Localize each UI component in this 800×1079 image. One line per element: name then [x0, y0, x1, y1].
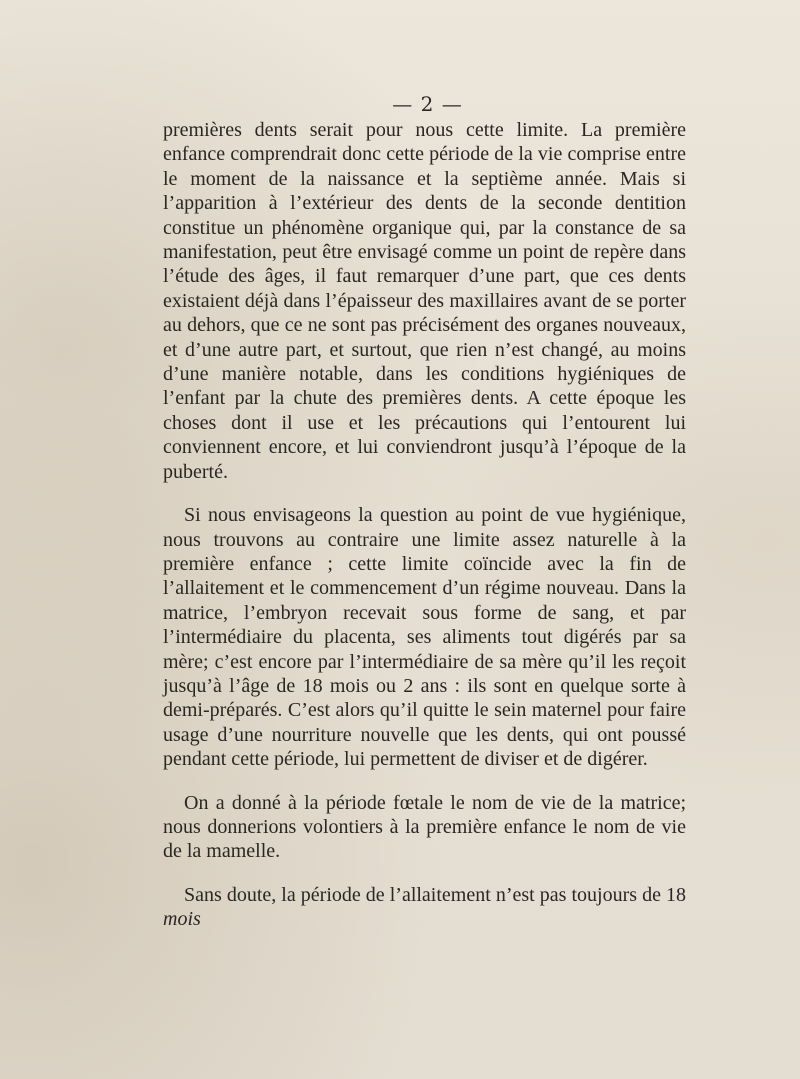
paragraph-1: premières dents serait pour nous cette limite. La première enfance comprendrait donc cette période de la vie comprise entre le moment de la naissance et la septième année. Mais si l’apparition à l’extérieur des dents de la seconde dentition constitue un phénomène organique qui, par la constance de sa manifestation, peut être envisagé comme un point de repère dans l’étude des âges, il faut remarquer d’une part, que ces dents existaient déjà dans l’épaisseur des maxillaires avant de se porter au dehors, que ce ne sont pas précisément des organes nouveaux, et d’une autre part, et surtout, que rien n’est changé, au moins d’une manière notable, dans les conditions hygiéniques de l’enfant par la chute des premières dents. A cette époque les choses dont il use et les précautions qui l’entourent lui conviennent encore, et lui conviendront jusqu’à l’époque de la puberté. — [163, 119, 686, 483]
body-text — [163, 118, 686, 932]
paragraph-3: On a donné à la période fœtale le nom de vie de la matrice; nous donnerions volontiers à la première enfance le nom de vie de la mamelle. — [163, 791, 686, 863]
italic-word: mois — [163, 908, 201, 931]
page-number: — 2 — — [392, 92, 463, 116]
paragraph-2: Si nous envisageons la question au point de vue hygiénique, nous trouvons au contraire une limite assez naturelle à la première enfance ; cette limite coïncide avec la fin de l’allaitement et le commencement d’un régime nouveau. Dans la matrice, l’embryon recevait sous forme de sang, et par l’intermédiaire du placenta, ses aliments tout digérés par sa mère; c’est encore par l’intermédiaire de sa mère qu’il les reçoit jusqu’à l’âge de 18 mois ou 2 ans : ils sont en quelque sorte à demi-préparés. C’est alors qu’il quitte le sein maternel pour faire usage d’une nourriture nouvelle que les dents, qui ont poussé pendant cette période, lui permettent de diviser et de digérer. — [163, 504, 686, 771]
paragraph-4-text: Sans doute, la période de l’allaitement n’est pas toujours de 18 — [184, 883, 686, 906]
paragraph-4 — [163, 883, 686, 932]
